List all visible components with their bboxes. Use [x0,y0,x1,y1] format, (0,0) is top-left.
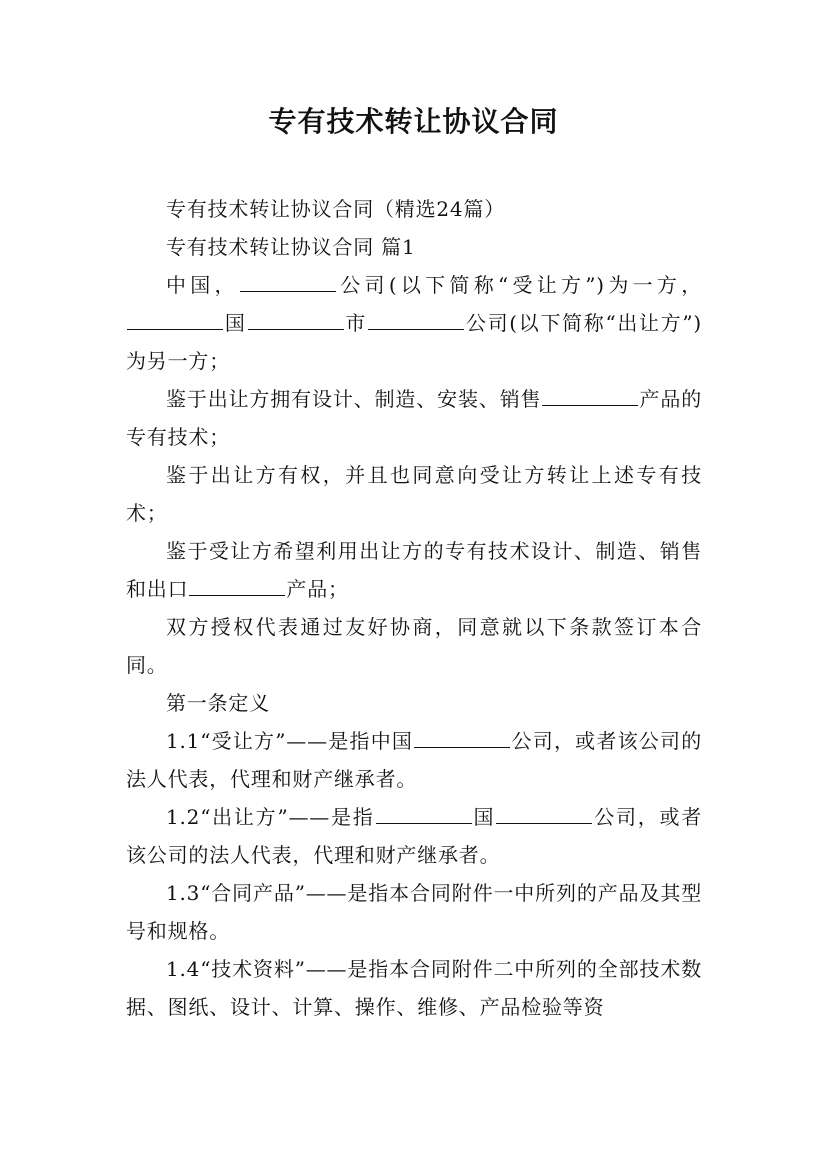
paragraph-p2 [126,228,702,266]
fill-in-blank [368,328,464,330]
paragraph-text: 1.1“受让方”——是指中国 [166,729,414,753]
paragraph-text: 市 [344,311,368,335]
paragraph-text: 1.4“技术资料”——是指本合同附件二中所列的全部技术数据、图纸、设计、计算、操作、维修、产品检验等资 [126,957,702,1019]
paragraph-text: 产品； [286,577,349,601]
document-body [126,190,702,1026]
paragraph-text: 鉴于受让方希望利用出让方的专有技术设计、制造、销售和出口 [126,539,702,601]
paragraph-p8 [126,684,702,722]
fill-in-blank [127,328,223,330]
paragraph-text: 专有技术转让协议合同（精选24篇） [166,197,506,221]
paragraph-text: 公司，或者该公司的法人代表，代理和财产继承者。 [126,729,702,791]
paragraph-text: 鉴于出让方有权，并且也同意向受让方转让上述专有技术； [126,463,702,525]
paragraph-text: 公司，或者该公司的法人代表，代理和财产继承者。 [126,805,703,867]
fill-in-blank [376,822,472,824]
paragraph-p5 [126,456,702,532]
paragraph-p7 [126,608,702,684]
paragraph-p9 [126,722,702,798]
paragraph-text: 1.3“合同产品”——是指本合同附件一中所列的产品及其型号和规格。 [126,881,702,943]
paragraph-text: 国 [224,311,247,335]
paragraph-text: 中国， [166,273,239,297]
paragraph-text: 产品的专有技术； [126,387,702,449]
paragraph-p4 [126,380,702,456]
paragraph-p3 [126,266,702,380]
fill-in-blank [189,594,285,596]
paragraph-p11 [126,874,702,950]
paragraph-text: 专有技术转让协议合同 篇1 [166,235,416,259]
paragraph-text: 双方授权代表通过友好协商，同意就以下条款签订本合同。 [126,615,702,677]
paragraph-p12 [126,950,702,1026]
paragraph-text: 国 [472,805,496,829]
paragraph-text: 鉴于出让方拥有设计、制造、安装、销售 [166,387,542,411]
paragraph-p1 [126,190,702,228]
paragraph-text: 1.2“出让方”——是指 [166,805,375,829]
paragraph-text: 公司(以下简称“出让方”)为另一方； [126,311,702,373]
fill-in-blank [414,746,510,748]
document-title: 专有技术转让协议合同 [268,105,559,138]
fill-in-blank [248,328,344,330]
paragraph-text: 公司(以下简称“受让方”)为一方， [336,273,702,297]
fill-in-blank [542,404,638,406]
paragraph-text: 第一条定义 [166,691,270,715]
paragraph-p10 [126,798,702,874]
fill-in-blank [496,822,592,824]
paragraph-p6 [126,532,702,608]
fill-in-blank [240,290,336,292]
